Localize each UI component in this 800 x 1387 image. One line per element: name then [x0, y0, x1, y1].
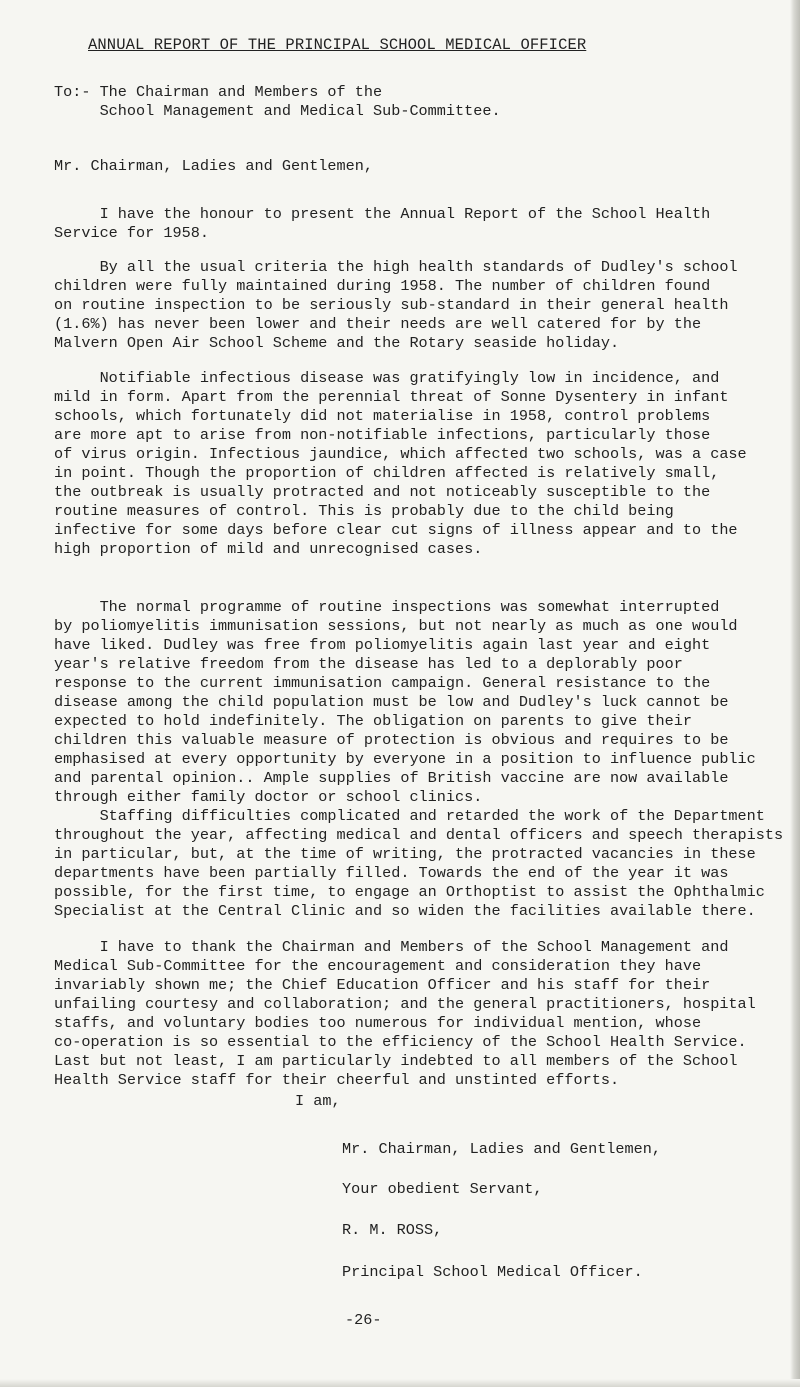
paragraph-line: response to the current immunisation campaign. General resistance to the — [54, 674, 711, 692]
address-line-1: To:- The Chairman and Members of the — [54, 83, 383, 101]
paragraph-line: children were fully maintained during 1958. The number of children found — [54, 277, 711, 295]
closing-salutation: Mr. Chairman, Ladies and Gentlemen, — [342, 1140, 661, 1158]
paragraph-health-standards — [54, 258, 774, 353]
paragraph-line: unfailing courtesy and collaboration; and the general practitioners, hospital — [54, 995, 756, 1013]
paragraph-line: Staffing difficulties complicated and retarded the work of the Department — [54, 807, 765, 825]
closing-valediction: Your obedient Servant, — [342, 1180, 543, 1198]
paragraph-line: The normal programme of routine inspections was somewhat interrupted — [54, 598, 720, 616]
paragraph-line: Service for 1958. — [54, 224, 209, 242]
paragraph-line: routine measures of control. This is probably due to the child being — [54, 502, 674, 520]
paragraph-line: in point. Though the proportion of children affected is relatively small, — [54, 464, 720, 482]
paragraph-line: children this valuable measure of protection is obvious and requires to be — [54, 731, 729, 749]
address-block — [54, 83, 774, 121]
paragraph-line: mild in form. Apart from the perennial threat of Sonne Dysentery in infant — [54, 388, 729, 406]
page-number: -26- — [345, 1311, 382, 1329]
paragraph-line: Medical Sub-Committee for the encouragement and consideration they have — [54, 957, 702, 975]
paragraph-line: of virus origin. Infectious jaundice, which affected two schools, was a case — [54, 445, 747, 463]
salutation: Mr. Chairman, Ladies and Gentlemen, — [54, 157, 373, 175]
paragraph-line: Malvern Open Air School Scheme and the Rotary seaside holiday. — [54, 334, 620, 352]
paragraph-line: I have the honour to present the Annual Report of the School Health — [54, 205, 711, 223]
paragraph-line: departments have been partially filled. Towards the end of the year it was — [54, 864, 729, 882]
paragraph-line: through either family doctor or school clinics. — [54, 788, 483, 806]
paragraph-line: Health Service staff for their cheerful and unstinted efforts. — [54, 1071, 620, 1089]
paragraph-line: emphasised at every opportunity by everyone in a position to influence public — [54, 750, 756, 768]
paragraph-infectious-disease — [54, 369, 774, 559]
paragraph-line: (1.6%) has never been lower and their needs are well catered for by the — [54, 315, 702, 333]
report-title: ANNUAL REPORT OF THE PRINCIPAL SCHOOL MEDICAL OFFICER — [88, 36, 587, 54]
paragraph-line: co-operation is so essential to the efficiency of the School Health Service. — [54, 1033, 747, 1051]
paragraph-line: by poliomyelitis immunisation sessions, but not nearly as much as one would — [54, 617, 738, 635]
paragraph-intro — [54, 205, 774, 243]
paragraph-line: By all the usual criteria the high health standards of Dudley's school — [54, 258, 738, 276]
paragraph-line: Notifiable infectious disease was gratifyingly low in incidence, and — [54, 369, 720, 387]
signatory-position: Principal School Medical Officer. — [342, 1263, 643, 1281]
paragraph-immunisation — [54, 598, 774, 807]
paragraph-line: have liked. Dudley was free from poliomyelitis again last year and eight — [54, 636, 711, 654]
paragraph-line: schools, which fortunately did not materialise in 1958, control problems — [54, 407, 711, 425]
paragraph-acknowledgements — [54, 938, 774, 1090]
paragraph-line: possible, for the first time, to engage an Orthoptist to assist the Ophthalmic — [54, 883, 765, 901]
paragraph-line: disease among the child population must be low and Dudley's luck cannot be — [54, 693, 729, 711]
closing-i-am: I am, — [295, 1092, 341, 1110]
paragraph-line: expected to hold indefinitely. The obligation on parents to give their — [54, 712, 692, 730]
paragraph-line: and parental opinion.. Ample supplies of British vaccine are now available — [54, 769, 729, 787]
paragraph-line: Specialist at the Central Clinic and so widen the facilities available there. — [54, 902, 756, 920]
paragraph-line: the outbreak is usually protracted and not noticeably susceptible to the — [54, 483, 711, 501]
paragraph-line: invariably shown me; the Chief Education Officer and his staff for their — [54, 976, 711, 994]
paragraph-line: in particular, but, at the time of writing, the protracted vacancies in these — [54, 845, 756, 863]
address-line-2: School Management and Medical Sub-Committee. — [54, 102, 501, 120]
paragraph-line: year's relative freedom from the disease has led to a deplorably poor — [54, 655, 683, 673]
paragraph-line: on routine inspection to be seriously sub-standard in their general health — [54, 296, 729, 314]
paragraph-line: Last but not least, I am particularly indebted to all members of the School — [54, 1052, 738, 1070]
paragraph-line: infective for some days before clear cut signs of illness appear and to the — [54, 521, 738, 539]
scan-edge-shadow — [790, 0, 800, 1387]
paragraph-line: I have to thank the Chairman and Members of the School Management and — [54, 938, 729, 956]
paragraph-line: throughout the year, affecting medical and dental officers and speech therapists — [54, 826, 784, 844]
paragraph-line: staffs, and voluntary bodies too numerous for individual mention, whose — [54, 1014, 702, 1032]
paragraph-line: are more apt to arise from non-notifiable infections, particularly those — [54, 426, 711, 444]
paragraph-line: high proportion of mild and unrecognised cases. — [54, 540, 483, 558]
paragraph-staffing — [54, 807, 784, 921]
scan-bottom-shadow — [0, 1379, 800, 1387]
signatory-name: R. M. ROSS, — [342, 1221, 443, 1239]
